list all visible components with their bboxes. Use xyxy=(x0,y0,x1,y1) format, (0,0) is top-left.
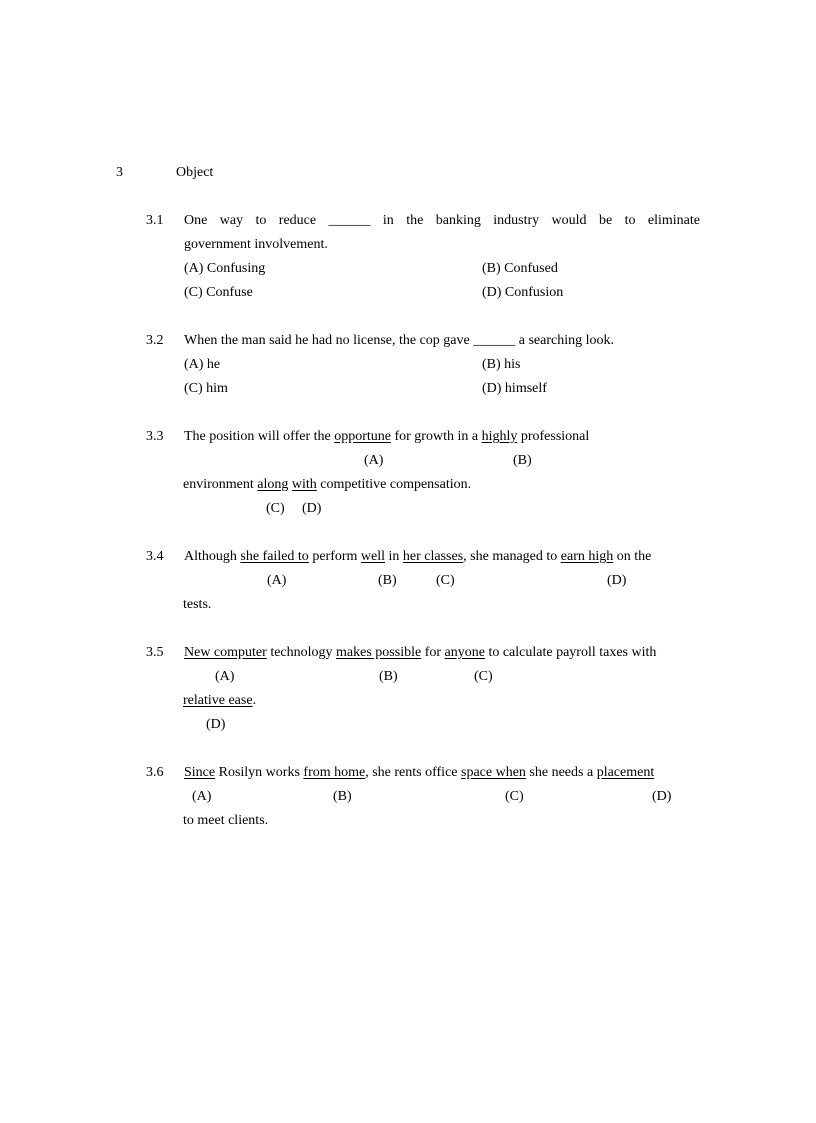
underlined-part-c: space when xyxy=(461,765,526,780)
text: for xyxy=(421,645,445,660)
underlined-part-a: she failed to xyxy=(240,549,309,564)
question-text-line xyxy=(184,429,589,445)
underlined-part-c: along xyxy=(257,477,289,492)
text: environment xyxy=(183,477,258,492)
label-d: (D) xyxy=(607,573,627,588)
option-a: (A) Confusing xyxy=(184,261,266,276)
underlined-part-c: her classes xyxy=(402,549,464,564)
underlined-part-b: well xyxy=(360,549,386,564)
option-b: (B) Confused xyxy=(482,261,558,276)
text: perform xyxy=(308,549,361,564)
question-text-line xyxy=(184,765,654,781)
text: on the xyxy=(613,549,652,564)
text: competitive compensation. xyxy=(316,477,472,492)
question-text-line: to meet clients. xyxy=(183,813,269,828)
question-text-line xyxy=(184,645,656,661)
section-title: Object xyxy=(176,165,214,180)
question-number: 3.2 xyxy=(146,333,164,348)
label-b: (B) xyxy=(333,789,352,804)
underlined-part-b: makes possible xyxy=(336,645,422,660)
option-b: (B) his xyxy=(482,357,521,372)
section-number: 3 xyxy=(116,165,123,180)
underlined-part-b: highly xyxy=(481,429,518,444)
label-b: (B) xyxy=(513,453,532,468)
question-number: 3.1 xyxy=(146,213,164,228)
label-a: (A) xyxy=(267,573,287,588)
underlined-part-a: opportune xyxy=(334,429,391,444)
label-d: (D) xyxy=(302,501,322,516)
text: for growth in a xyxy=(390,429,482,444)
label-d: (D) xyxy=(652,789,672,804)
underlined-part-d: relative ease xyxy=(183,693,253,708)
label-a: (A) xyxy=(192,789,212,804)
underlined-part-d: placement xyxy=(596,765,655,780)
option-a: (A) he xyxy=(184,357,221,372)
label-c: (C) xyxy=(474,669,493,684)
text: technology xyxy=(266,645,337,660)
text: in xyxy=(385,549,403,564)
label-b: (B) xyxy=(378,573,397,588)
text: professional xyxy=(517,429,590,444)
option-c: (C) him xyxy=(184,381,228,396)
label-d: (D) xyxy=(206,717,226,732)
question-text-line: One way to reduce ______ in the banking industry would be to eliminate xyxy=(184,213,700,228)
question-text-line xyxy=(183,477,471,493)
option-d: (D) Confusion xyxy=(482,285,564,300)
underlined-part-a: New computer xyxy=(184,645,267,660)
text: she needs a xyxy=(525,765,597,780)
option-d: (D) himself xyxy=(482,381,547,396)
label-a: (A) xyxy=(364,453,384,468)
text: , she managed to xyxy=(463,549,561,564)
question-text-line: When the man said he had no license, the cop gave ______ a searching look. xyxy=(184,333,614,348)
label-b: (B) xyxy=(379,669,398,684)
question-text-line xyxy=(184,549,651,565)
question-text-line: tests. xyxy=(183,597,212,612)
text: Although xyxy=(184,549,241,564)
question-number: 3.4 xyxy=(146,549,164,564)
underlined-part-a: Since xyxy=(184,765,216,780)
question-text-line: government involvement. xyxy=(184,237,328,252)
question-number: 3.6 xyxy=(146,765,164,780)
underlined-part-b: from home xyxy=(303,765,366,780)
label-a: (A) xyxy=(215,669,235,684)
option-c: (C) Confuse xyxy=(184,285,253,300)
text: The position will offer the xyxy=(184,429,335,444)
text: , she rents office xyxy=(365,765,461,780)
label-c: (C) xyxy=(266,501,285,516)
question-text-line xyxy=(183,693,256,709)
underlined-part-d: earn high xyxy=(560,549,614,564)
text: to calculate payroll taxes with xyxy=(484,645,657,660)
underlined-part-d: with xyxy=(291,477,317,492)
text: . xyxy=(252,693,257,708)
label-c: (C) xyxy=(436,573,455,588)
text: Rosilyn works xyxy=(215,765,304,780)
question-number: 3.3 xyxy=(146,429,164,444)
underlined-part-c: anyone xyxy=(444,645,485,660)
label-c: (C) xyxy=(505,789,524,804)
question-number: 3.5 xyxy=(146,645,164,660)
